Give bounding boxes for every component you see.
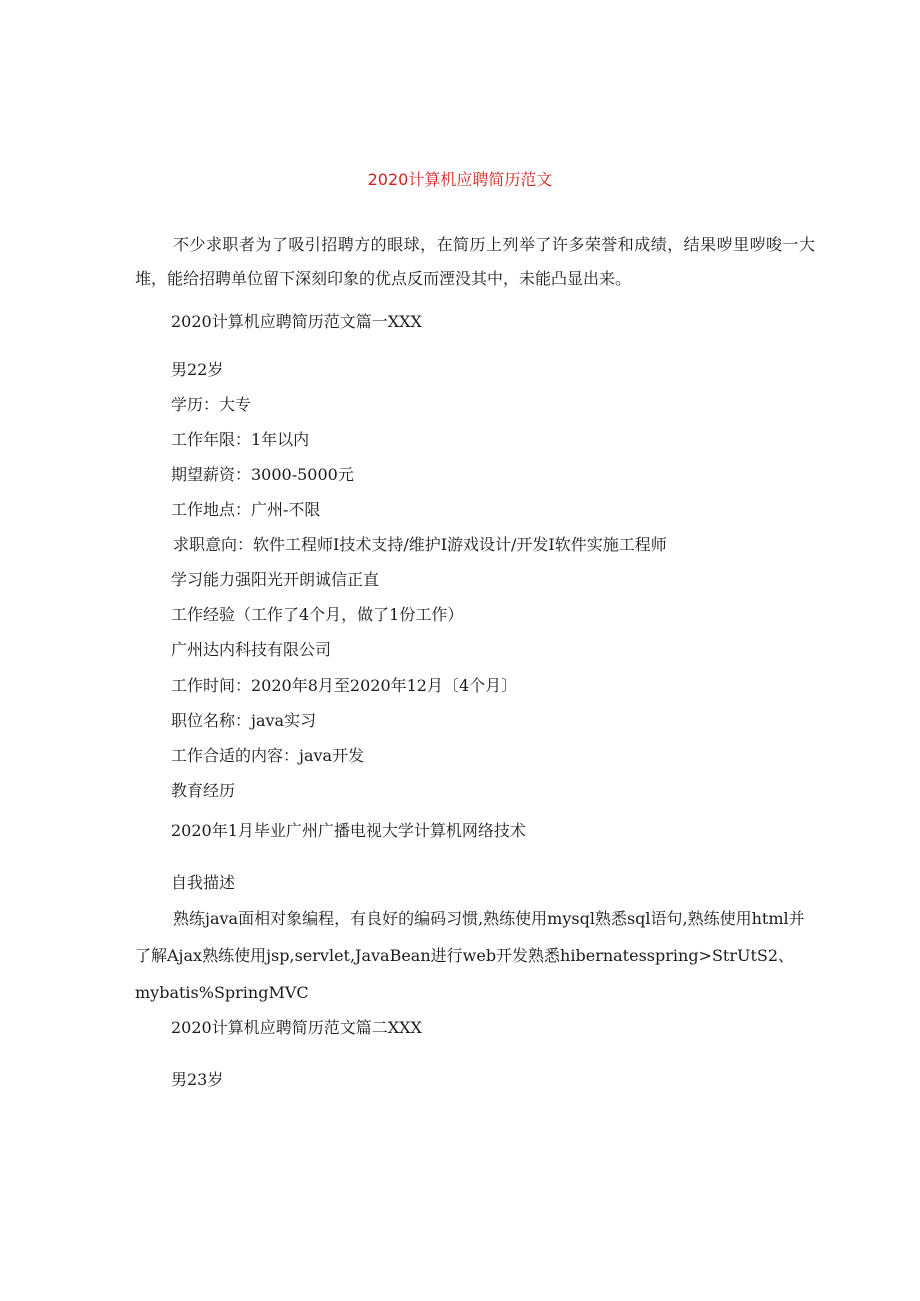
education: 学历：大专 — [171, 395, 252, 414]
work-time: 工作时间：2020年8月至2020年12月〔4个月〕 — [171, 676, 518, 695]
work-experience: 工作经验（工作了4个月，做了1份工作） — [171, 605, 464, 624]
gender-age: 男22岁 — [171, 360, 224, 379]
work-location: 工作地点：广州-不限 — [171, 500, 321, 519]
work-content: 工作合适的内容：java开发 — [171, 746, 365, 765]
expected-salary: 期望薪资：3000-5000元 — [171, 465, 354, 484]
work-years: 工作年限：1年以内 — [171, 430, 310, 449]
section2-heading: 2020计算机应聘简历范文篇二XXX — [171, 1018, 422, 1037]
section1-heading: 2020计算机应聘简历范文篇一XXX — [171, 312, 422, 331]
position-name: 职位名称：java实习 — [171, 711, 317, 730]
personal-traits: 学习能力强阳光开朗诚信正直 — [171, 570, 380, 589]
job-intent: 求职意向：软件工程师I技术支持/维护I游戏设计/开发I软件实施工程师 — [173, 535, 667, 554]
education-heading: 教育经历 — [171, 781, 236, 800]
section2-gender-age: 男23岁 — [171, 1070, 224, 1089]
self-description-text: 熟练java面相对象编程，有良好的编码习惯,熟练使用mysql熟悉sql语句,熟练使用html并了解Ajax熟练使用jsp,servlet,JavaBean进行web开发熟悉hibernatesspring>StrUtS2、mybatis%SpringMVC — [135, 909, 805, 1002]
self-description-heading: 自我描述 — [171, 873, 236, 892]
document-title: 2020计算机应聘简历范文 — [367, 170, 553, 189]
education-detail: 2020年1月毕业广州广播电视大学计算机网络技术 — [171, 821, 526, 840]
company-name: 广州达内科技有限公司 — [171, 640, 332, 659]
intro-paragraph: 不少求职者为了吸引招聘方的眼球，在简历上列举了许多荣誉和成绩，结果哕里哕唆一大堆，能给招聘单位留下深刻印象的优点反而湮没其中，未能凸显出来。 — [135, 235, 815, 288]
